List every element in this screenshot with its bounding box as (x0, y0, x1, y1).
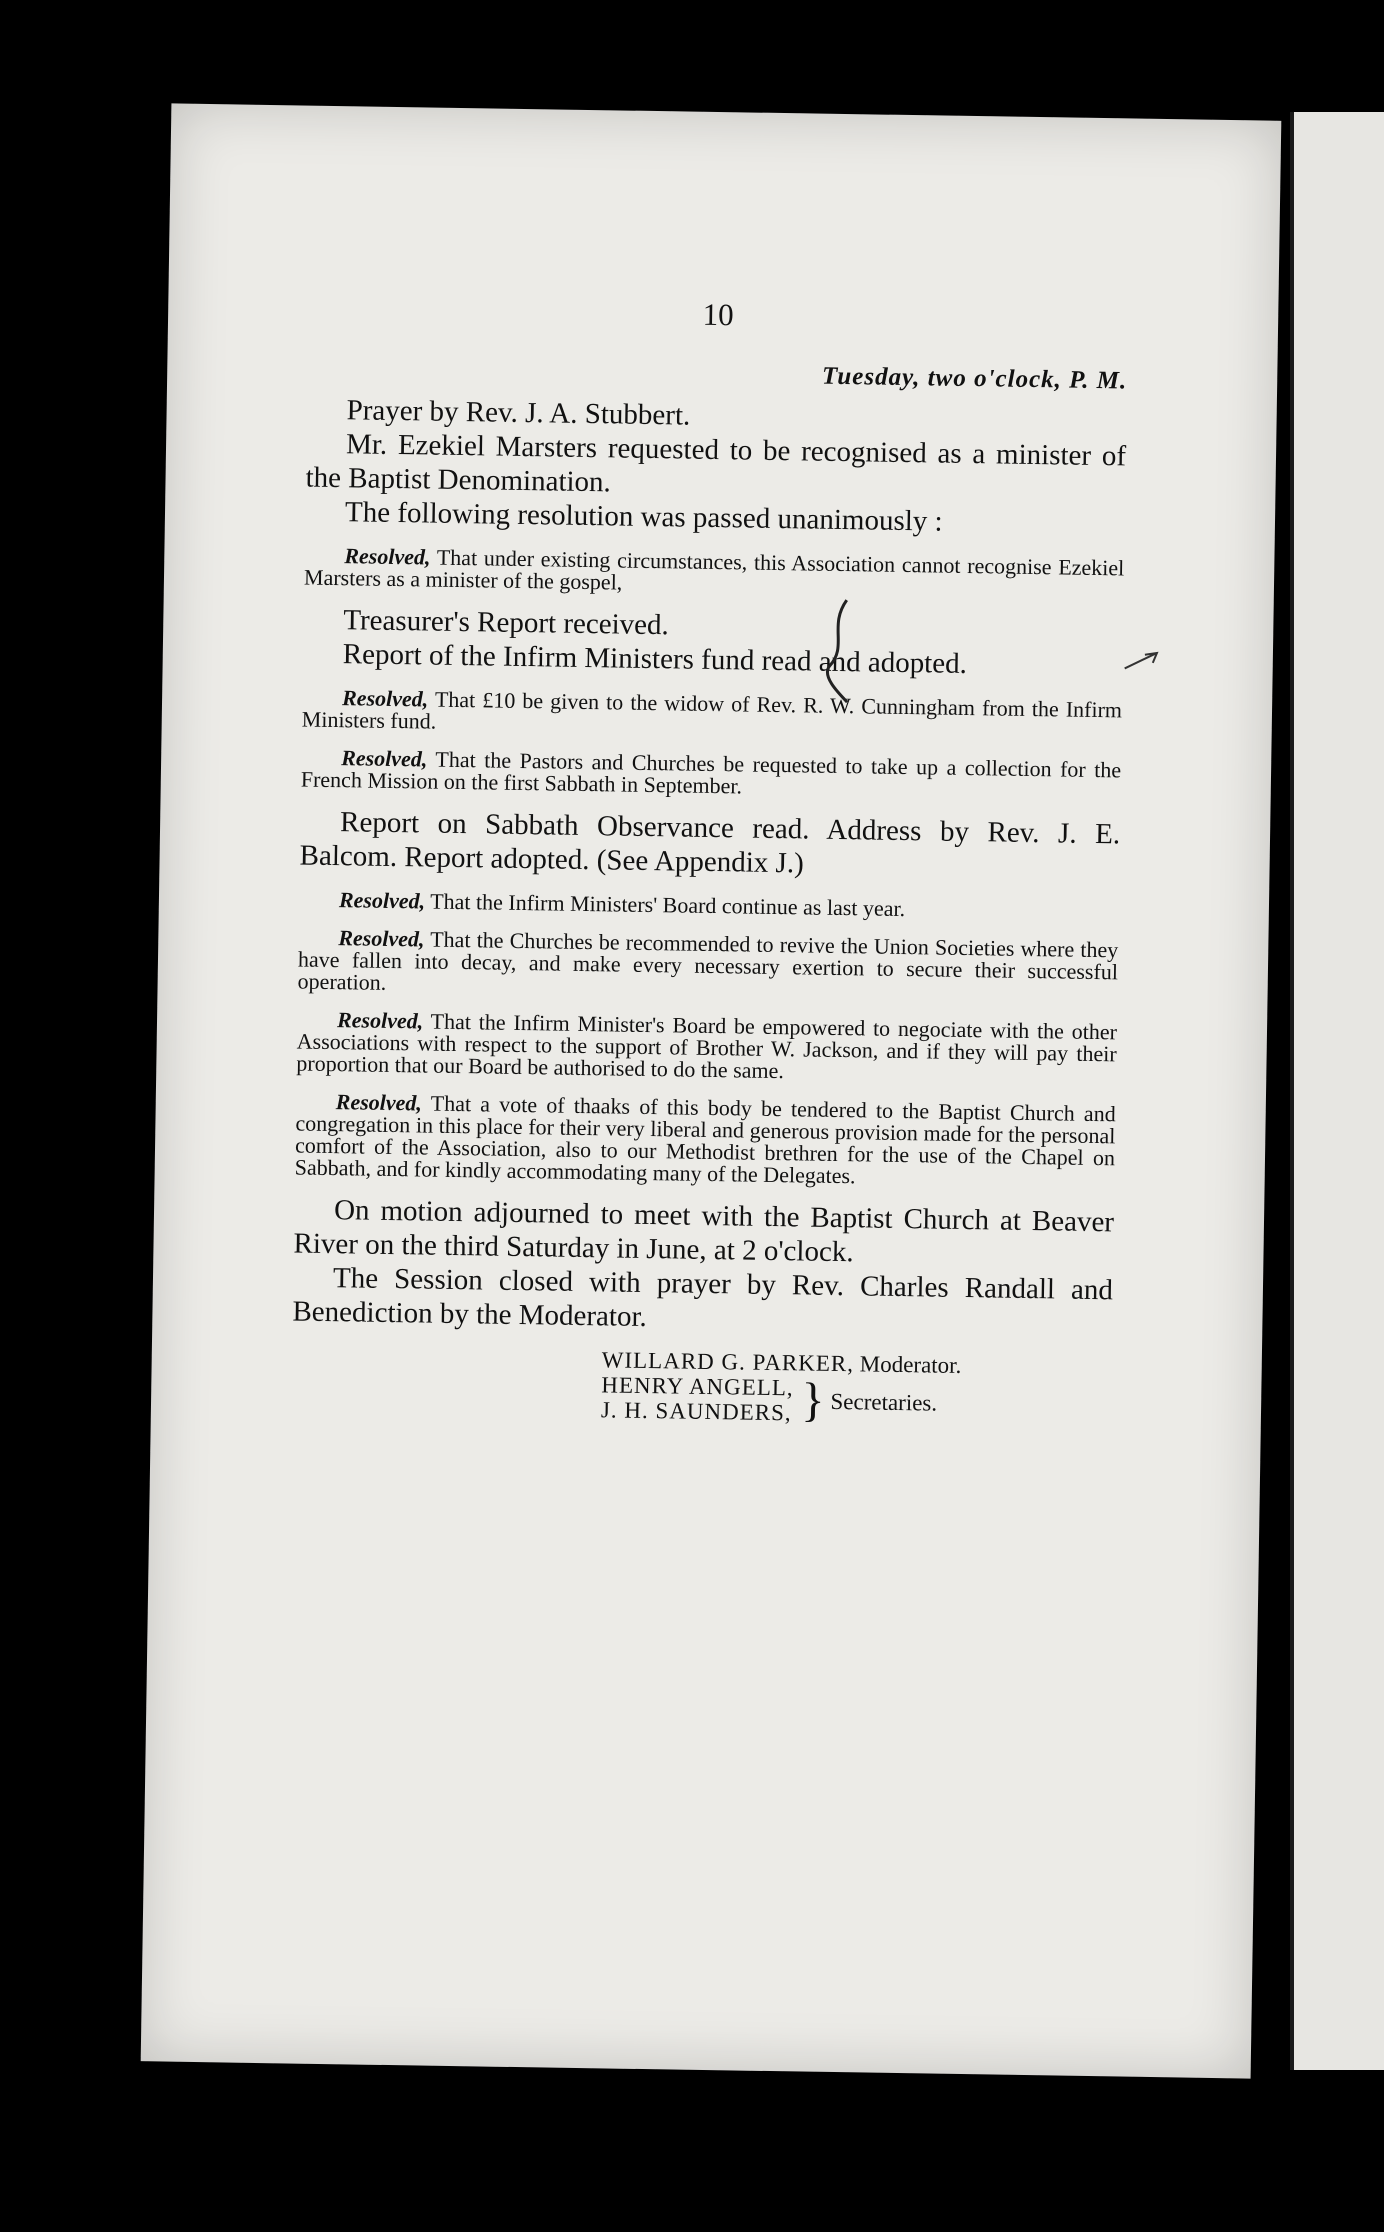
resolution-entry (301, 747, 1122, 804)
dateline: Tuesday, two o'clock, P. M. (821, 362, 1128, 395)
minutes-entry (293, 1192, 1114, 1273)
adjacent-page-edge (1290, 112, 1384, 2070)
page-content (291, 291, 1129, 1431)
resolved-lead: Resolved, (340, 745, 428, 772)
entry-text: That the Churches be recommended to revive the Union Societies where they have fallen into decay, and make every necessary exertion to secure their successful operation. (297, 926, 1119, 995)
resolved-lead: Resolved, (338, 887, 426, 914)
entry-text: That a vote of thaaks of this body be tendered to the Baptist Church and congregation in this place for their very liberal and generous provision made for the personal comfort of the Association, also to our Methodist brethren for the use of the Chapel on Sabbath, and for kindly accommodating many of the Delegates. (294, 1090, 1116, 1189)
secretary-names (601, 1372, 794, 1425)
resolution-entry (302, 687, 1123, 744)
entry-text: That under existing circumstances, this Association cannot recognise Ezekiel Marsters as a minister of the gospel, (303, 544, 1125, 595)
entry-text: The following resolution was passed unanimously : (344, 496, 943, 538)
resolution-entry (299, 889, 1119, 924)
entry-text: That the Pastors and Churches be requested to take up a collection for the French Mission on the first Sabbath in September. (300, 746, 1122, 799)
moderator-name: WILLARD G. PARKER, (601, 1347, 855, 1377)
entry-text: Mr. Ezekiel Marsters requested to be recognised as a minister of the Baptist Denomination. (305, 428, 1127, 499)
resolved-lead: Resolved, (341, 685, 429, 712)
resolution-entry (296, 1008, 1117, 1087)
pencil-bracket-mark (817, 596, 859, 707)
minutes-body (292, 393, 1127, 1342)
secretaries-line (601, 1372, 1112, 1430)
entry-text: The Session closed with prayer by Rev. Charles Randall and Benediction by the Moderator. (292, 1262, 1114, 1334)
page-number: 10 (702, 296, 734, 333)
minutes-entry (292, 1260, 1113, 1341)
secretary-name-2: J. H. SAUNDERS, (600, 1397, 792, 1426)
minutes-entry (299, 805, 1120, 886)
entry-text: Treasurer's Report received. (343, 604, 670, 642)
resolved-lead: Resolved, (335, 1089, 423, 1116)
entry-text: On motion adjourned to meet with the Baptist Church at Beaver River on the third Saturday in June, at 2 o'clock. (293, 1194, 1115, 1269)
resolution-entry (295, 1090, 1116, 1191)
moderator-title: Moderator. (859, 1351, 962, 1378)
resolved-lead: Resolved, (344, 543, 431, 570)
resolved-lead: Resolved, (338, 925, 425, 952)
brace-mark: } (801, 1373, 825, 1427)
secretary-name-1: HENRY ANGELL, (601, 1372, 794, 1401)
minutes-entry (305, 427, 1126, 508)
entry-text: Report on Sabbath Observance read. Address by Rev. J. E. Balcom. Report adopted. (See Appendix J.) (299, 806, 1121, 880)
entry-text: That the Infirm Ministers' Board continue as last year. (430, 888, 906, 922)
entry-text: That the Infirm Minister's Board be empowered to negociate with the other Associations with respect to the support of Brother W. Jackson, and if they will pay their proportion that our Board be authorised to do the same. (296, 1008, 1118, 1084)
entry-text: Prayer by Rev. J. A. Stubbert. (346, 394, 691, 432)
signature-block (601, 1347, 1112, 1430)
entry-text: Report of the Infirm Ministers fund read and adopted. (342, 638, 968, 680)
resolution-entry (304, 545, 1125, 602)
pencil-tick-mark (1123, 648, 1163, 673)
resolution-entry (297, 927, 1118, 1006)
resolved-lead: Resolved, (336, 1007, 424, 1034)
document-page (141, 103, 1282, 2078)
entry-text: That £10 be given to the widow of Rev. R. W. Cunningham from the Infirm Ministers fund. (301, 686, 1123, 734)
secretary-title: Secretaries. (830, 1388, 938, 1416)
